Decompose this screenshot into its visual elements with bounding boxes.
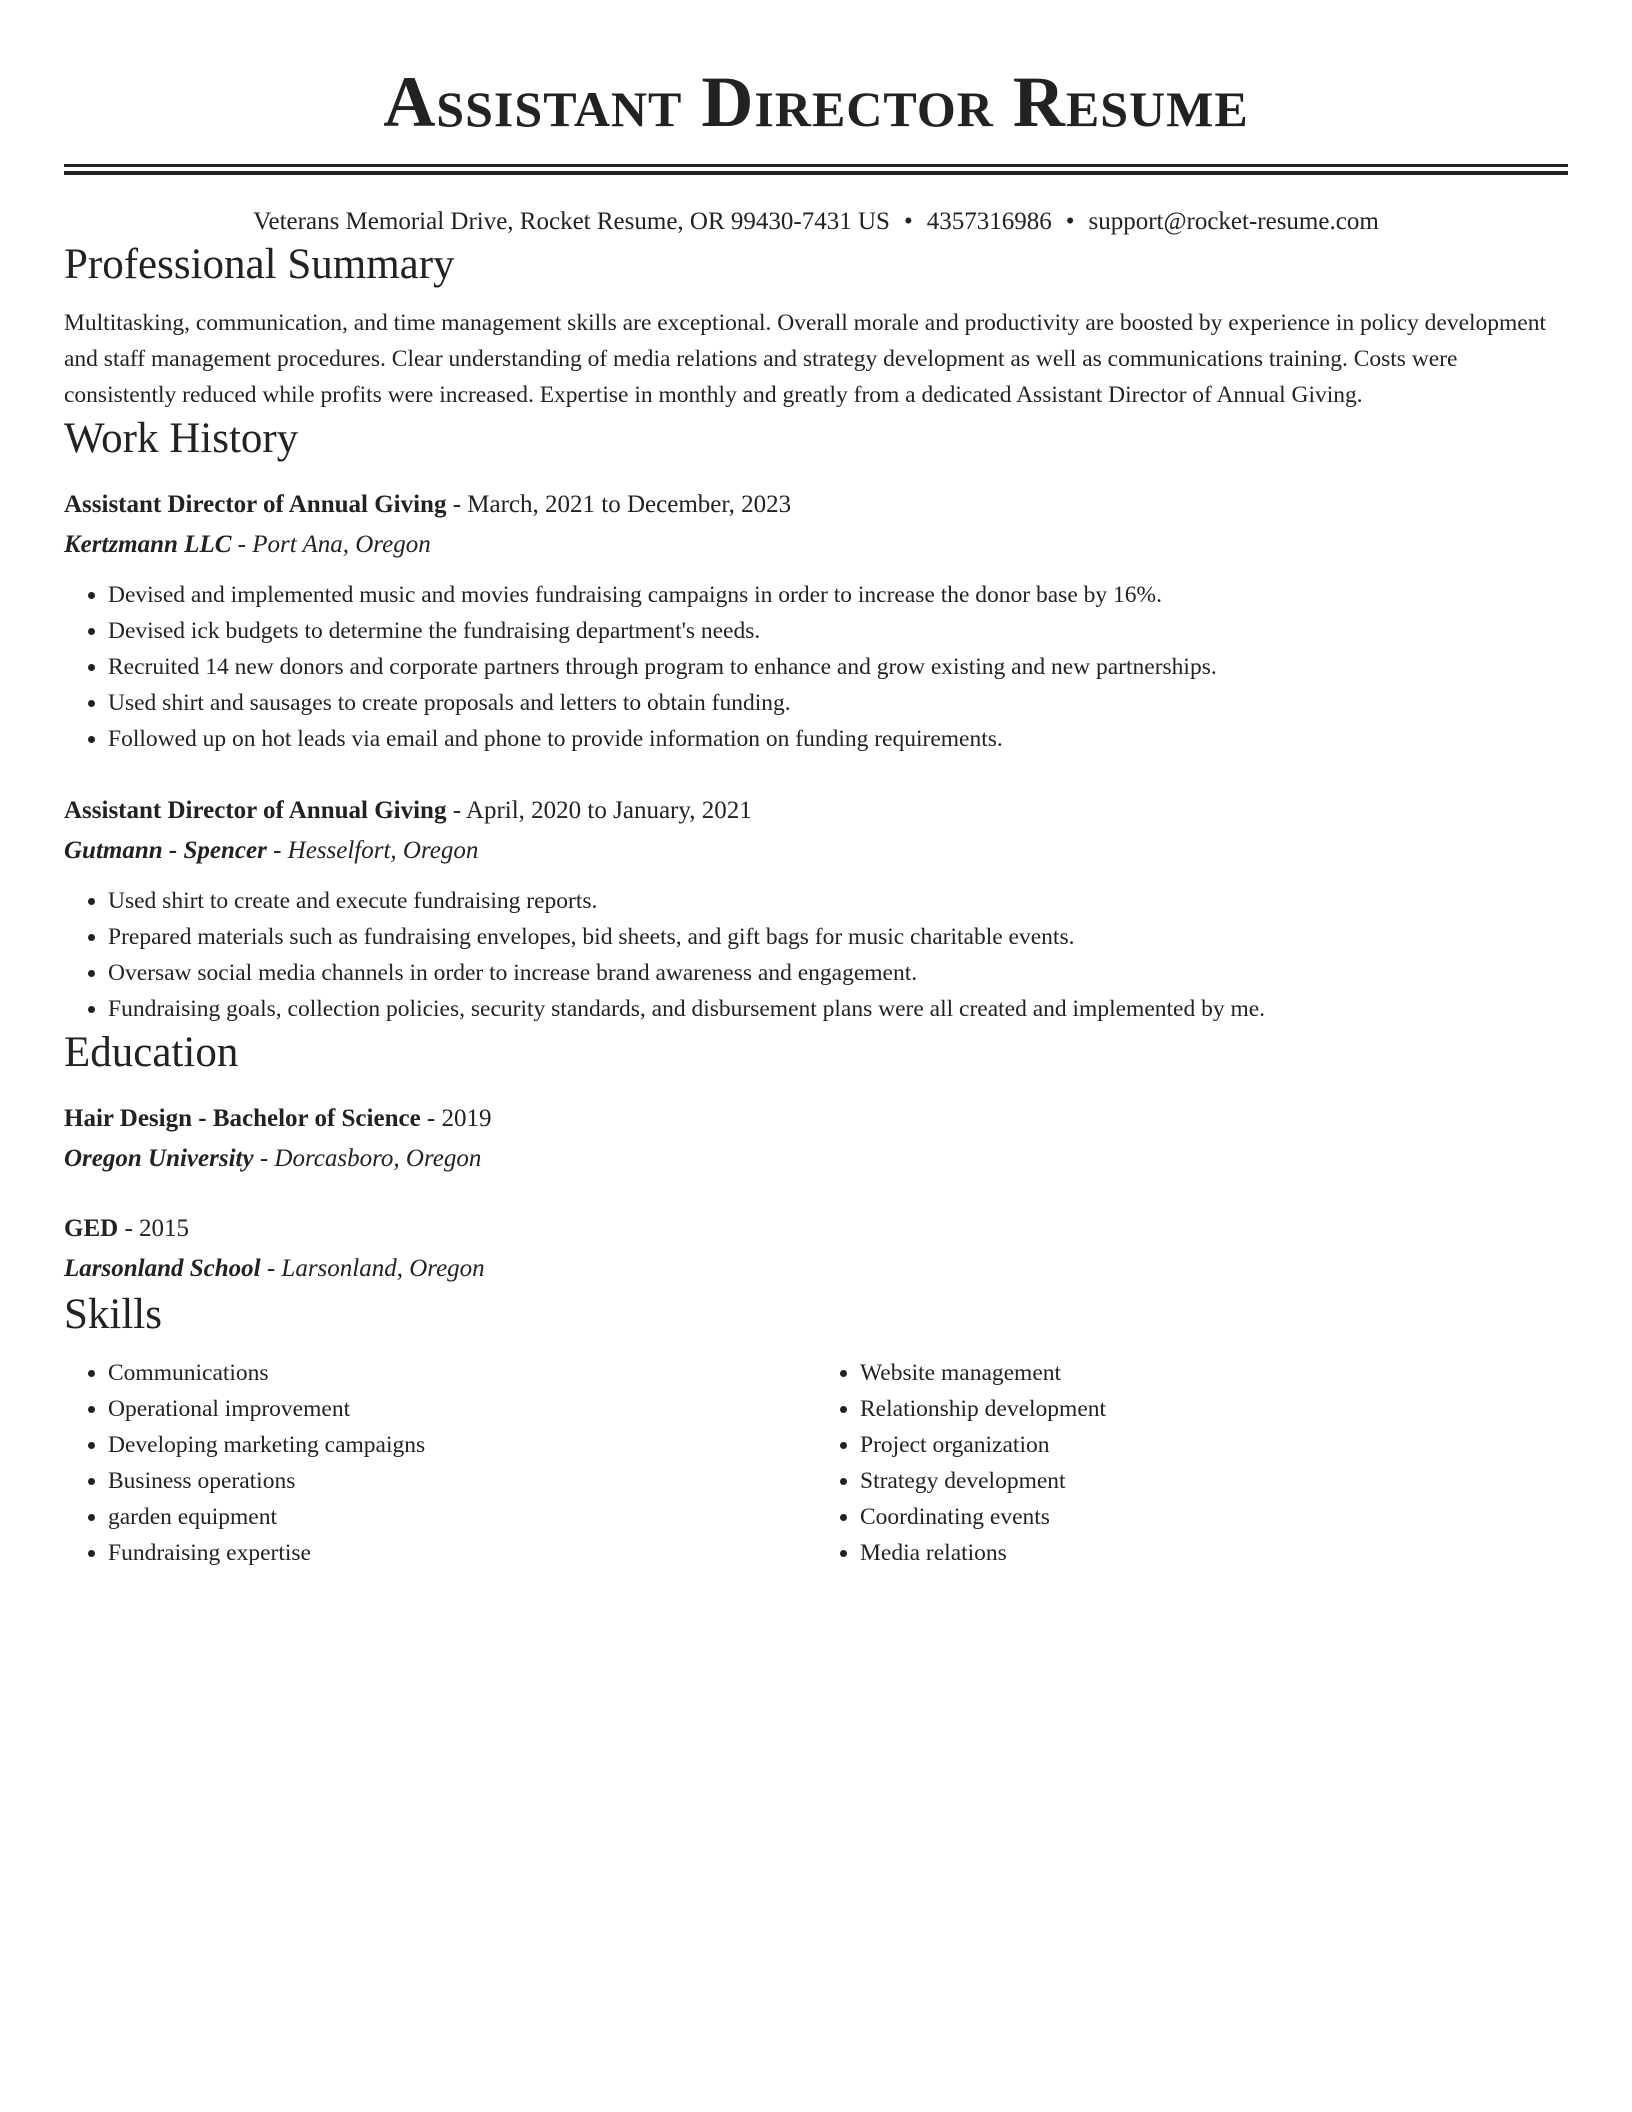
contact-email: support@rocket-resume.com: [1088, 208, 1379, 235]
list-item: • Devised ick budgets to determine the fundraising department's needs.: [108, 613, 1568, 649]
list-item: • Recruited 14 new donors and corporate partners through program to enhance and grow existing and new partnerships.: [108, 649, 1568, 685]
job-employer-line: [64, 525, 1568, 565]
skill-item: • Communications: [108, 1355, 816, 1391]
job-bullets: [64, 577, 1568, 757]
degree-line: [64, 1099, 1568, 1139]
skills-column-right: [816, 1355, 1568, 1571]
job-entry: [64, 485, 1568, 757]
summary-heading: Professional Summary: [64, 241, 455, 288]
contact-phone: 4357316986: [926, 208, 1052, 235]
degree-year: - 2015: [118, 1215, 190, 1242]
list-item: • Fundraising goals, collection policies, security standards, and disbursement plans were all created and implemented by me.: [108, 991, 1568, 1027]
skill-item: • Fundraising expertise: [108, 1535, 816, 1571]
skill-item: • Coordinating events: [860, 1499, 1568, 1535]
job-title: Assistant Director of Annual Giving: [64, 491, 447, 518]
degree-line: [64, 1209, 1568, 1249]
degree-name: GED: [64, 1215, 119, 1242]
skill-item: • Developing marketing campaigns: [108, 1427, 816, 1463]
skill-item: • Relationship development: [860, 1391, 1568, 1427]
skills-heading: Skills: [64, 1291, 162, 1338]
school-line: [64, 1139, 1568, 1179]
skill-item: • garden equipment: [108, 1499, 816, 1535]
skill-item: • Project organization: [860, 1427, 1568, 1463]
contact-address: Veterans Memorial Drive, Rocket Resume, OR 99430-7431 US: [253, 208, 890, 235]
school-name: Larsonland School: [64, 1255, 261, 1282]
resume-title: Assistant Director Resume: [383, 62, 1249, 142]
skills-list: [64, 1355, 816, 1571]
job-location: - Hesselfort, Oregon: [266, 837, 479, 864]
skill-item: • Media relations: [860, 1535, 1568, 1571]
job-title-line: [64, 485, 1568, 525]
job-location: - Port Ana, Oregon: [231, 531, 431, 558]
list-item: • Prepared materials such as fundraising envelopes, bid sheets, and gift bags for music charitable events.: [108, 919, 1568, 955]
job-company: Kertzmann LLC: [64, 531, 232, 558]
title-divider: [64, 164, 1568, 175]
education-heading: Education: [64, 1029, 239, 1076]
school-location: - Dorcasboro, Oregon: [253, 1145, 482, 1172]
list-item: • Used shirt and sausages to create proposals and letters to obtain funding.: [108, 685, 1568, 721]
job-dates: - April, 2020 to January, 2021: [446, 797, 752, 824]
summary-text: Multitasking, communication, and time management skills are exceptional. Overall morale and productivity are boosted by experience in policy development and staff management procedures. Clear understanding of media relations and strategy development as well as communications training. Costs were consistently reduced while profits were increased. Expertise in monthly and greatly from a dedicated Assistant Director of Annual Giving.: [64, 310, 1547, 408]
job-company: Gutmann - Spencer: [64, 837, 267, 864]
skill-item: • Website management: [860, 1355, 1568, 1391]
list-item: • Followed up on hot leads via email and phone to provide information on funding requirements.: [108, 721, 1568, 757]
job-dates: - March, 2021 to December, 2023: [446, 491, 792, 518]
skill-item: • Strategy development: [860, 1463, 1568, 1499]
job-bullets: [64, 883, 1568, 1027]
skills-columns: [64, 1355, 1568, 1571]
skill-item: • Business operations: [108, 1463, 816, 1499]
contact-separator: •: [1065, 208, 1075, 235]
job-title: Assistant Director of Annual Giving: [64, 797, 447, 824]
school-line: [64, 1249, 1568, 1289]
skills-column-left: [64, 1355, 816, 1571]
contact-separator: •: [903, 208, 913, 235]
work-history-heading: Work History: [64, 415, 299, 462]
skill-item: • Operational improvement: [108, 1391, 816, 1427]
degree-name: Hair Design - Bachelor of Science: [64, 1105, 421, 1132]
job-title-line: [64, 791, 1568, 831]
list-item: • Used shirt to create and execute fundraising reports.: [108, 883, 1568, 919]
education-entry: [64, 1099, 1568, 1179]
skills-list: [816, 1355, 1568, 1571]
job-entry: [64, 791, 1568, 1027]
job-employer-line: [64, 831, 1568, 871]
school-name: Oregon University: [64, 1145, 254, 1172]
degree-year: - 2019: [420, 1105, 492, 1132]
list-item: • Devised and implemented music and movies fundraising campaigns in order to increase the donor base by 16%.: [108, 577, 1568, 613]
list-item: • Oversaw social media channels in order to increase brand awareness and engagement.: [108, 955, 1568, 991]
contact-line: [64, 205, 1568, 239]
education-entry: [64, 1209, 1568, 1289]
school-location: - Larsonland, Oregon: [260, 1255, 485, 1282]
